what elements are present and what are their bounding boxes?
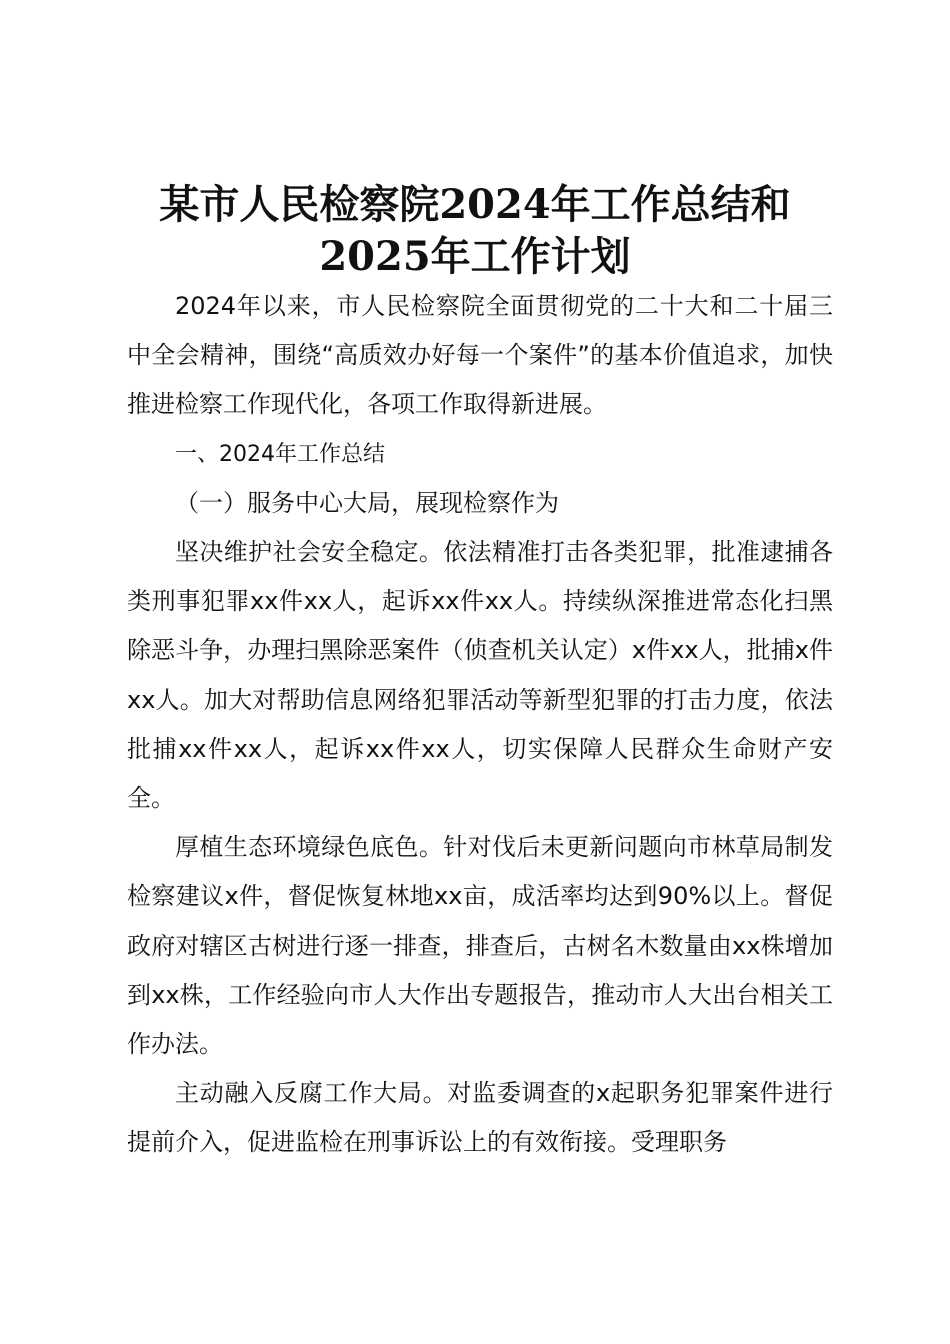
section-heading: 一、2024年工作总结: [175, 441, 385, 467]
document-title-line-1: 某市人民检察院2024年工作总结和: [159, 181, 791, 228]
body-paragraph-anticorruption: 主动融入反腐工作大局。对监委调查的x起职务犯罪案件进行提前介入，促进监检在刑事诉讼上的有效衔接。受理职务: [127, 1079, 833, 1157]
intro-paragraph: 2024年以来，市人民检察院全面贯彻党的二十大和二十届三中全会精神，围绕“高质效办好每一个案件”的基本价值追求，加快推进检察工作现代化，各项工作取得新进展。: [127, 292, 833, 419]
document-title-line-2: 2025年工作计划: [319, 233, 631, 280]
body-paragraph-security: 坚决维护社会安全稳定。依法精准打击各类犯罪，批准逮捕各类刑事犯罪xx件xx人，起诉xx件xx人。持续纵深推进常态化扫黑除恶斗争，办理扫黑除恶案件（侦查机关认定）x件xx人，批捕x件xx人。加大对帮助信息网络犯罪活动等新型犯罪的打击力度，依法批捕xx件xx人，起诉xx件xx人，切实保障人民群众生命财产安全。: [127, 538, 833, 813]
body-paragraph-ecology: 厚植生态环境绿色底色。针对伐后未更新问题向市林草局制发检察建议x件，督促恢复林地xx亩，成活率均达到90%以上。督促政府对辖区古树进行逐一排查，排查后，古树名木数量由xx株增加到xx株，工作经验向市人大作出专题报告，推动市人大出台相关工作办法。: [127, 833, 833, 1059]
subsection-heading: （一）服务中心大局，展现检察作为: [175, 488, 559, 517]
document-body: [127, 282, 833, 1168]
